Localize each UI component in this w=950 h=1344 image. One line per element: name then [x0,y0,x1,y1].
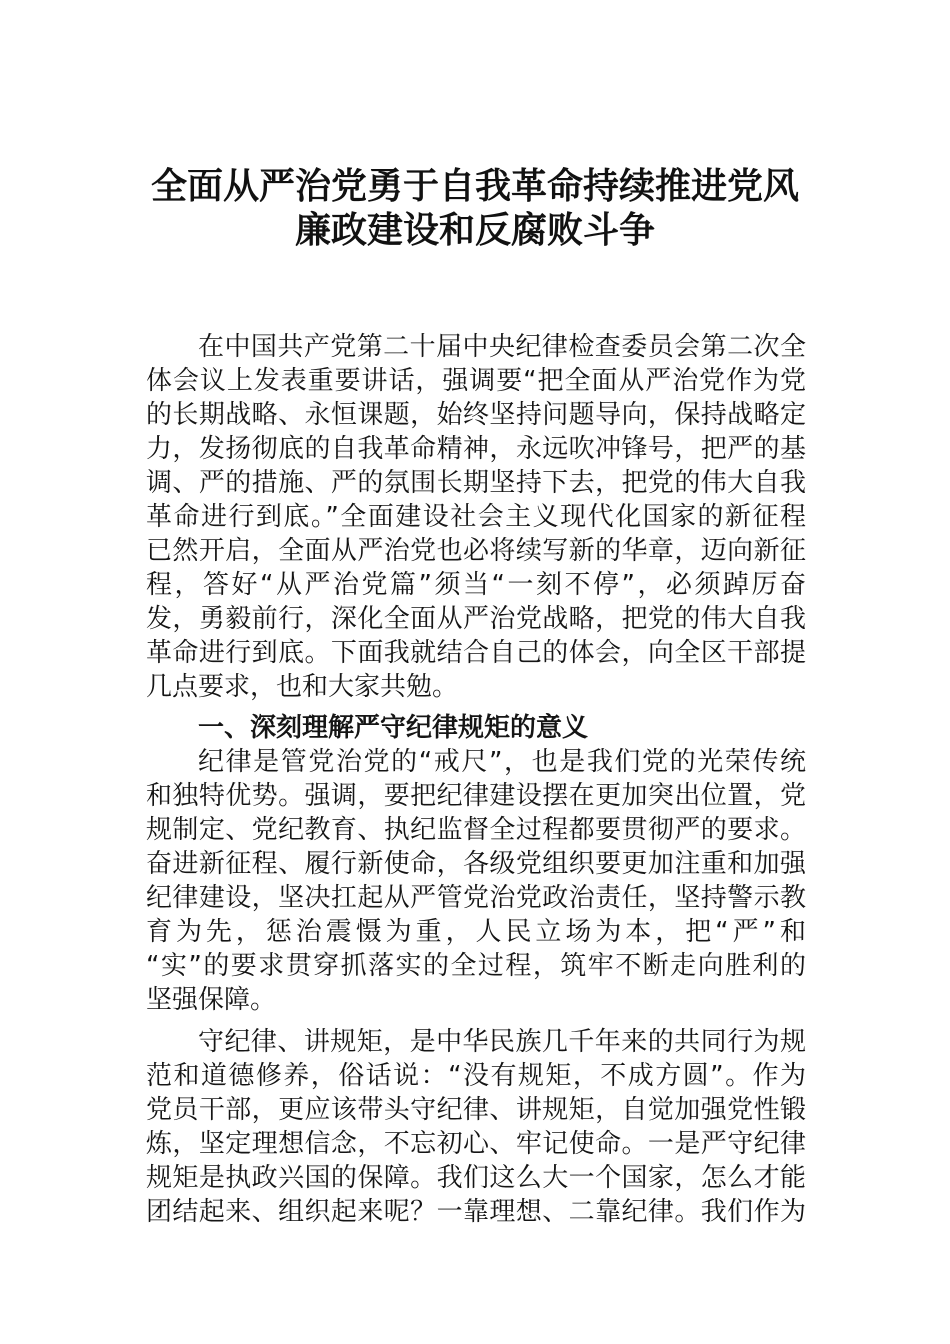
paragraph-line: 程，答好“从严治党篇”须当“一刻不停”，必须踔厉奋 [146,570,806,600]
paragraph-line: 奋进新征程、履行新使命，各级党组织要更加注重和加强 [146,849,806,879]
paragraph-line: 坚强保障。 [146,985,277,1015]
paragraph-line: 范和道德修养，俗话说：“没有规矩，不成方圆”。作为 [146,1061,806,1091]
paragraph-2 [146,745,806,1017]
paragraph-line: 革命进行到底。”全面建设社会主义现代化国家的新征程 [146,502,806,532]
paragraph-line: 的长期战略、永恒课题，始终坚持问题导向，保持战略定 [146,400,806,430]
paragraph-line: 几点要求，也和大家共勉。 [146,672,459,702]
paragraph-line: 发，勇毅前行，深化全面从严治党战略，把党的伟大自我 [146,604,806,634]
section-heading-1: 一、深刻理解严守纪律规矩的意义 [198,713,589,743]
paragraph-1 [146,330,806,704]
paragraph-line: 纪律建设，坚决扛起从严管党治党政治责任，坚持警示教 [146,883,806,913]
document-title-line-1: 全面从严治党勇于自我革命持续推进党风 [150,165,799,207]
paragraph-line: 在中国共产党第二十届中央纪律检查委员会第二次全 [198,332,806,362]
paragraph-line: 调、严的措施、严的氛围长期坚持下去，把党的伟大自我 [146,468,806,498]
paragraph-line: 党员干部，更应该带头守纪律、讲规矩，自觉加强党性锻 [146,1095,806,1125]
paragraph-line: 纪律是管党治党的“戒尺”，也是我们党的光荣传统 [198,747,806,777]
paragraph-line: 已然开启，全面从严治党也必将续写新的华章，迈向新征 [146,536,806,566]
paragraph-line: 规制定、党纪教育、执纪监督全过程都要贯彻严的要求。 [146,815,806,845]
document-title-line-2: 廉政建设和反腐败斗争 [294,209,655,251]
paragraph-3 [146,1025,806,1229]
paragraph-line: “实”的要求贯穿抓落实的全过程，筑牢不断走向胜利的 [146,951,806,981]
paragraph-line: 力，发扬彻底的自我革命精神，永远吹冲锋号，把严的基 [146,434,806,464]
paragraph-line: 团结起来、组织起来呢？一靠理想、二靠纪律。我们作为 [146,1197,806,1227]
paragraph-line: 体会议上发表重要讲话，强调要“把全面从严治党作为党 [146,366,806,396]
paragraph-line: 规矩是执政兴国的保障。我们这么大一个国家，怎么才能 [146,1163,806,1193]
paragraph-line: 守纪律、讲规矩，是中华民族几千年来的共同行为规 [198,1027,806,1057]
paragraph-line: 育为先，惩治震慑为重，人民立场为本，把“严”和 [146,917,806,947]
paragraph-line: 革命进行到底。下面我就结合自己的体会，向全区干部提 [146,638,806,668]
paragraph-line: 炼，坚定理想信念，不忘初心、牢记使命。一是严守纪律 [146,1129,806,1159]
paragraph-line: 和独特优势。强调，要把纪律建设摆在更加突出位置，党 [146,781,806,811]
section-heading-wrapper [146,711,806,745]
